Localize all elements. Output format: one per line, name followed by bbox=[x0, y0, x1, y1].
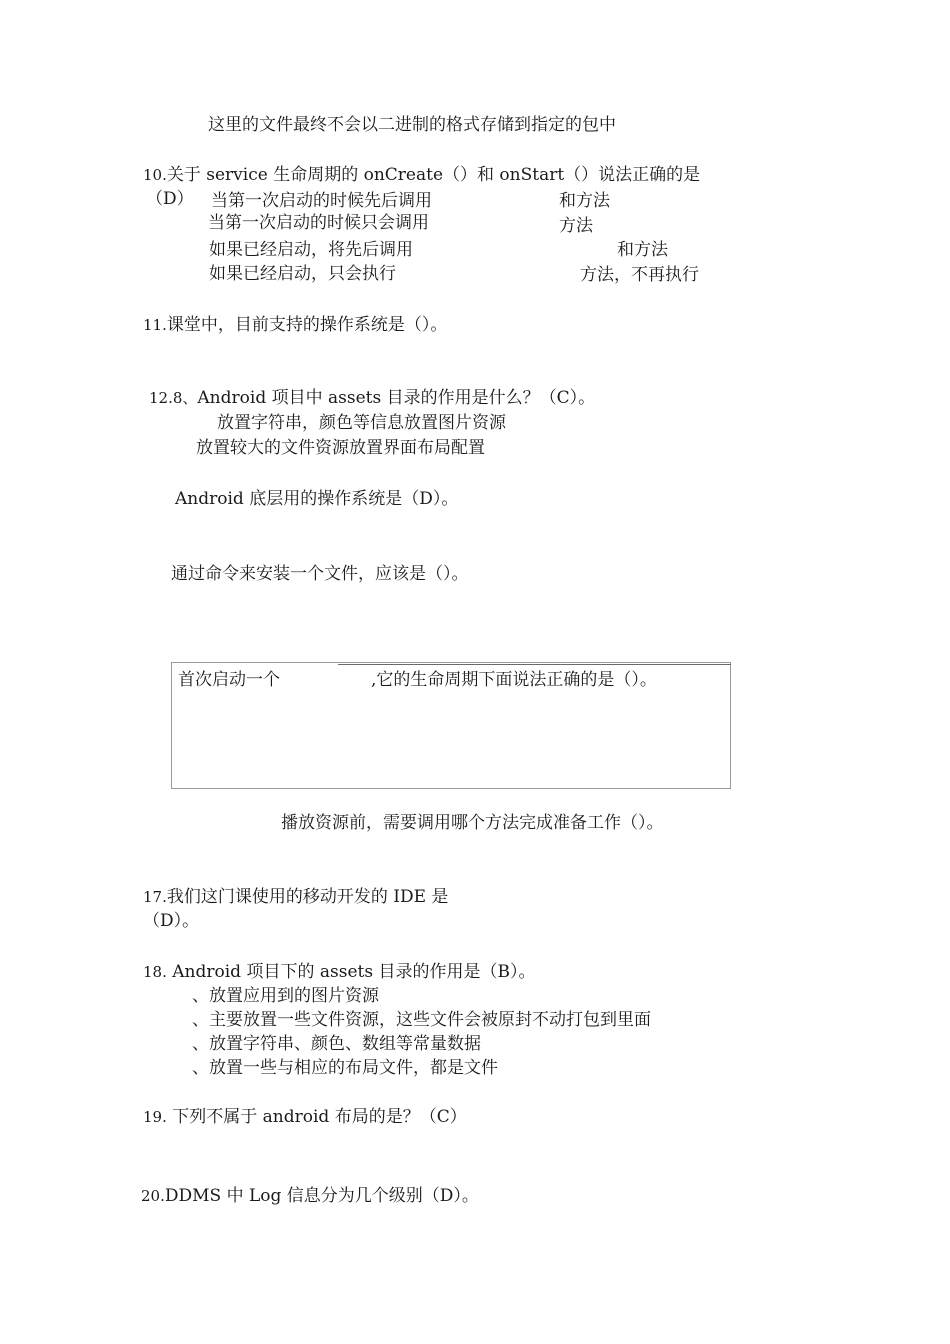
question-18-option-3: 、放置字符串、颜色、数组等常量数据 bbox=[192, 1034, 481, 1054]
question-18-option-4: 、放置一些与相应的布局文件，都是文件 bbox=[192, 1058, 498, 1078]
question-10-text: 关于 service 生命周期的 onCreate（）和 onStart（）说法正确的是 bbox=[166, 165, 701, 185]
question-18-option-2: 、主要放置一些文件资源，这些文件会被原封不动打包到里面 bbox=[192, 1010, 651, 1030]
question-15-text-left: 首次启动一个 bbox=[178, 670, 280, 690]
question-13: Android 底层用的操作系统是（D）。 bbox=[175, 489, 459, 509]
question-18-text: Android 项目下的 assets 目录的作用是（B）。 bbox=[172, 962, 536, 982]
question-12-options-line-1: 放置字符串，颜色等信息放置图片资源 bbox=[217, 413, 506, 433]
question-10-option-a-tail: 和方法 bbox=[559, 191, 610, 211]
question-20-text: DDMS 中 Log 信息分为几个级别（D）。 bbox=[164, 1186, 479, 1206]
question-11 bbox=[143, 314, 447, 336]
question-18 bbox=[143, 961, 535, 983]
question-10-option-d: 如果已经启动，只会执行 bbox=[209, 264, 396, 284]
question-10-option-b: 当第一次启动的时候只会调用 bbox=[208, 213, 429, 233]
question-17 bbox=[143, 886, 448, 908]
question-12-number: 12.8、 bbox=[149, 389, 198, 407]
question-12-options-line-2: 放置较大的文件资源放置界面布局配置 bbox=[196, 438, 485, 458]
question-10-option-a: 当第一次启动的时候先后调用 bbox=[211, 191, 432, 211]
question-12-text: Android 项目中 assets 目录的作用是什么？（C）。 bbox=[197, 388, 596, 408]
question-10-option-b-tail: 方法 bbox=[559, 216, 593, 236]
question-19-number: 19. bbox=[143, 1108, 167, 1126]
question-10 bbox=[143, 164, 700, 186]
question-17-number: 17. bbox=[143, 888, 167, 906]
question-19-text: 下列不属于 android 布局的是？（C） bbox=[172, 1107, 467, 1127]
question-20 bbox=[141, 1185, 479, 1207]
question-12 bbox=[149, 387, 595, 409]
question-17-answer: （D）。 bbox=[143, 911, 200, 931]
question-17-text: 我们这门课使用的移动开发的 IDE 是 bbox=[166, 887, 449, 907]
question-16: 播放资源前，需要调用哪个方法完成准备工作（）。 bbox=[281, 813, 664, 833]
question-10-option-c: 如果已经启动，将先后调用 bbox=[209, 240, 413, 260]
question-11-number: 11. bbox=[143, 316, 167, 334]
question-18-number: 18. bbox=[143, 963, 167, 981]
question-20-number: 20. bbox=[141, 1187, 165, 1205]
question-19 bbox=[143, 1106, 467, 1128]
question-14: 通过命令来安装一个文件，应该是（）。 bbox=[171, 564, 469, 584]
question-10-number: 10. bbox=[143, 166, 167, 184]
question-18-option-1: 、放置应用到的图片资源 bbox=[192, 986, 379, 1006]
question-11-text: 课堂中，目前支持的操作系统是（）。 bbox=[166, 315, 448, 335]
question-15-box-rule bbox=[338, 664, 731, 665]
question-10-option-c-tail: 和方法 bbox=[617, 240, 668, 260]
text-line-storage-note: 这里的文件最终不会以二进制的格式存储到指定的包中 bbox=[208, 115, 616, 135]
question-15-text-right: ,它的生命周期下面说法正确的是（）。 bbox=[371, 670, 657, 690]
question-10-option-d-tail: 方法，不再执行 bbox=[580, 265, 699, 285]
question-10-answer: （D） bbox=[146, 189, 194, 209]
